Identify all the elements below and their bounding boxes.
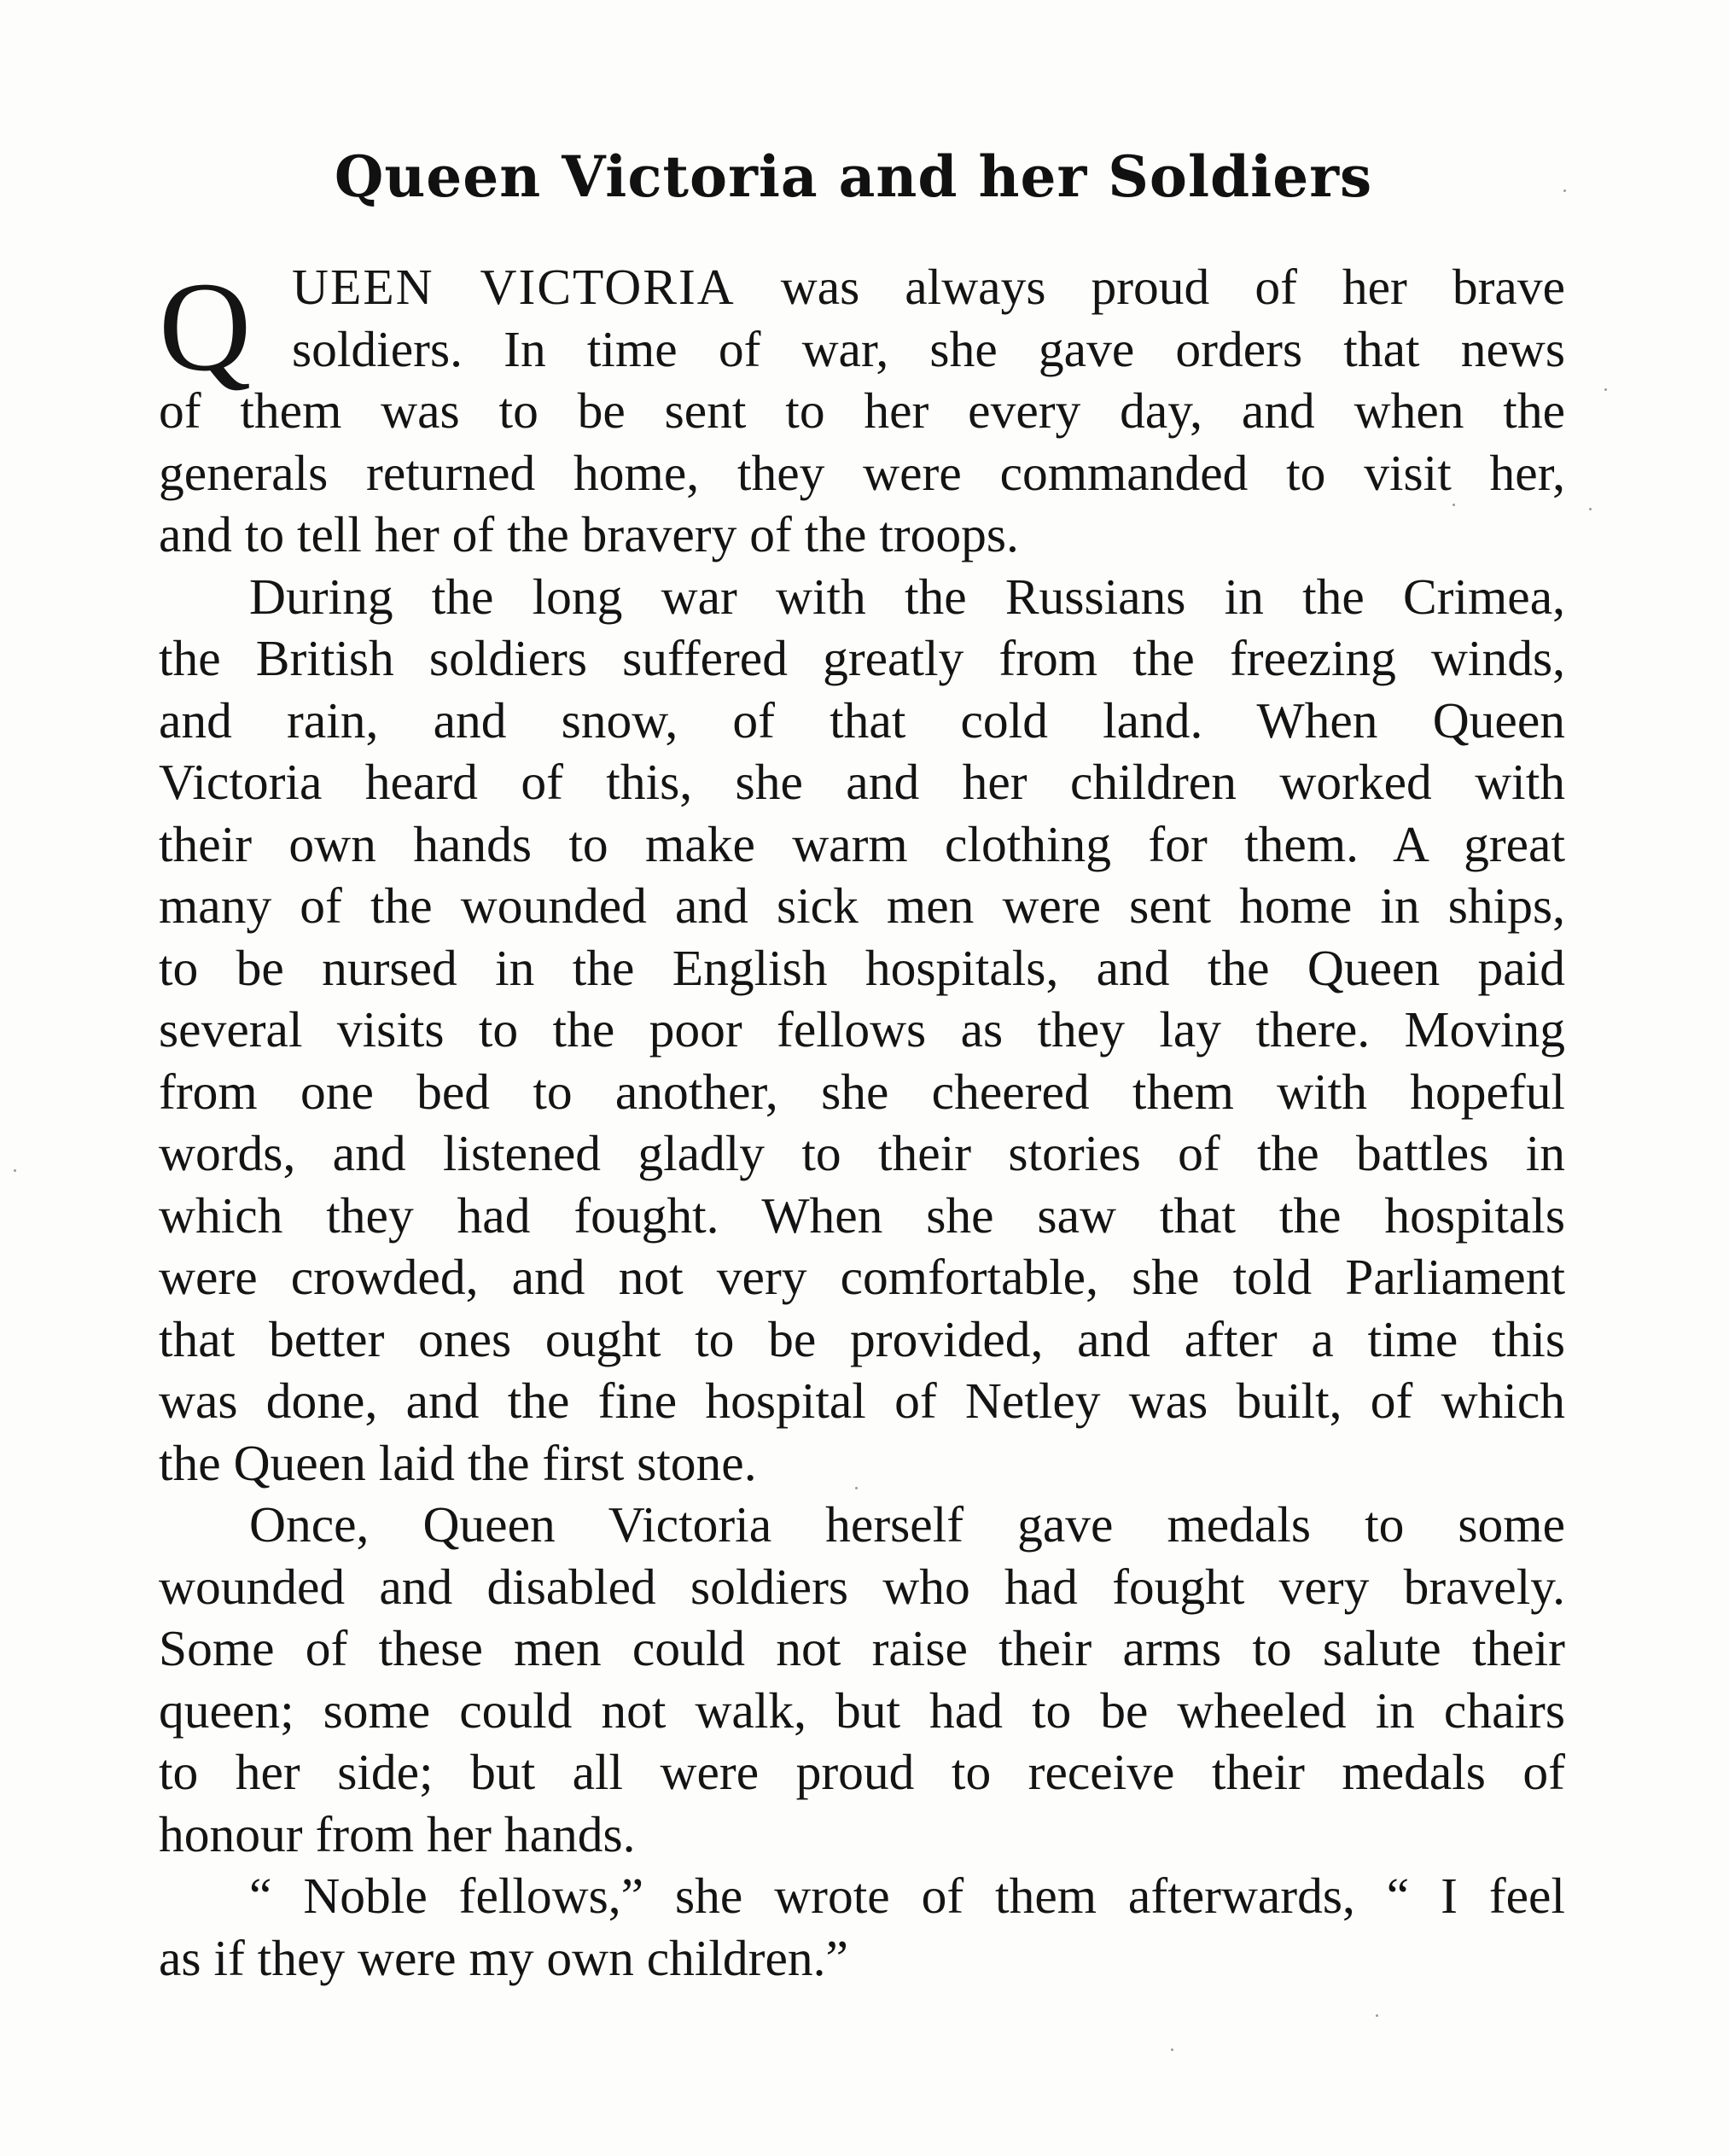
text-line: many of the wounded and sick men were sent home in ships, <box>159 877 1565 934</box>
text-line: queen; some could not walk, but had to be wheeled in chairs <box>159 1681 1565 1739</box>
text-line: Once, Queen Victoria herself gave medals to some <box>249 1496 1565 1553</box>
page-title: Queen Victoria and her Soldiers <box>334 143 1373 210</box>
text-line: was done, and the fine hospital of Netley was built, of which <box>159 1372 1565 1429</box>
text-line: which they had fought. When she saw that the hospitals <box>159 1186 1565 1244</box>
text-line: were crowded, and not very comfortable, she told Parliament <box>159 1249 1565 1305</box>
drop-cap: Q <box>159 256 252 398</box>
text-line: and to tell her of the bravery of the troops. <box>159 506 1019 562</box>
text-line: Some of these men could not raise their arms to salute their <box>159 1620 1565 1676</box>
text-line <box>159 256 1565 318</box>
text-line: “ Noble fellows,” she wrote of them afterwards, “ I feel <box>249 1868 1565 1924</box>
text-line: During the long war with the Russians in the Crimea, <box>249 568 1565 625</box>
text-line: generals returned home, they were commanded to visit her, <box>159 444 1565 501</box>
scan-speck <box>1589 508 1592 510</box>
paragraph-4 <box>159 1865 1565 1989</box>
text-line: wounded and disabled soldiers who had fought very bravely. <box>159 1558 1565 1615</box>
text-line: as if they were my own children.” <box>159 1929 848 1986</box>
text-line: the Queen laid the first stone. <box>159 1434 757 1491</box>
text-line: to be nursed in the English hospitals, and the Queen paid <box>159 939 1565 996</box>
text-line: honour from her hands. <box>159 1805 636 1862</box>
paragraph-1 <box>159 256 1565 566</box>
scan-speck <box>1376 2014 1378 2017</box>
text-line: Victoria heard of this, she and her children worked with <box>159 754 1565 810</box>
text-line: to her side; but all were proud to receive their medals of <box>159 1744 1565 1800</box>
scan-speck <box>1452 504 1455 506</box>
text-line: from one bed to another, she cheered them with hopeful <box>159 1063 1565 1120</box>
scan-speck <box>1171 2048 1173 2051</box>
scan-speck <box>1563 189 1566 192</box>
text-line: and rain, and snow, of that cold land. When Queen <box>159 691 1565 749</box>
text-line: soldiers. In time of war, she gave orders that news <box>292 320 1565 377</box>
line-text: was always proud of her brave <box>735 259 1565 315</box>
text-line: their own hands to make warm clothing for them. A great <box>159 815 1565 872</box>
text-line: of them was to be sent to her every day, and when the <box>159 382 1565 439</box>
body-text <box>159 256 1565 1989</box>
paragraph-3 <box>159 1494 1565 1865</box>
text-line: the British soldiers suffered greatly from the freezing winds, <box>159 630 1565 686</box>
small-caps-opening: UEEN VICTORIA <box>292 259 736 315</box>
scan-speck <box>855 1487 858 1489</box>
text-line: several visits to the poor fellows as they lay there. Moving <box>159 1001 1565 1058</box>
paragraph-2 <box>159 566 1565 1495</box>
text-line: words, and listened gladly to their stories of the battles in <box>159 1125 1565 1181</box>
scan-speck <box>1604 388 1607 391</box>
scan-speck <box>14 1169 16 1172</box>
text-line: that better ones ought to be provided, and after a time this <box>159 1310 1565 1367</box>
